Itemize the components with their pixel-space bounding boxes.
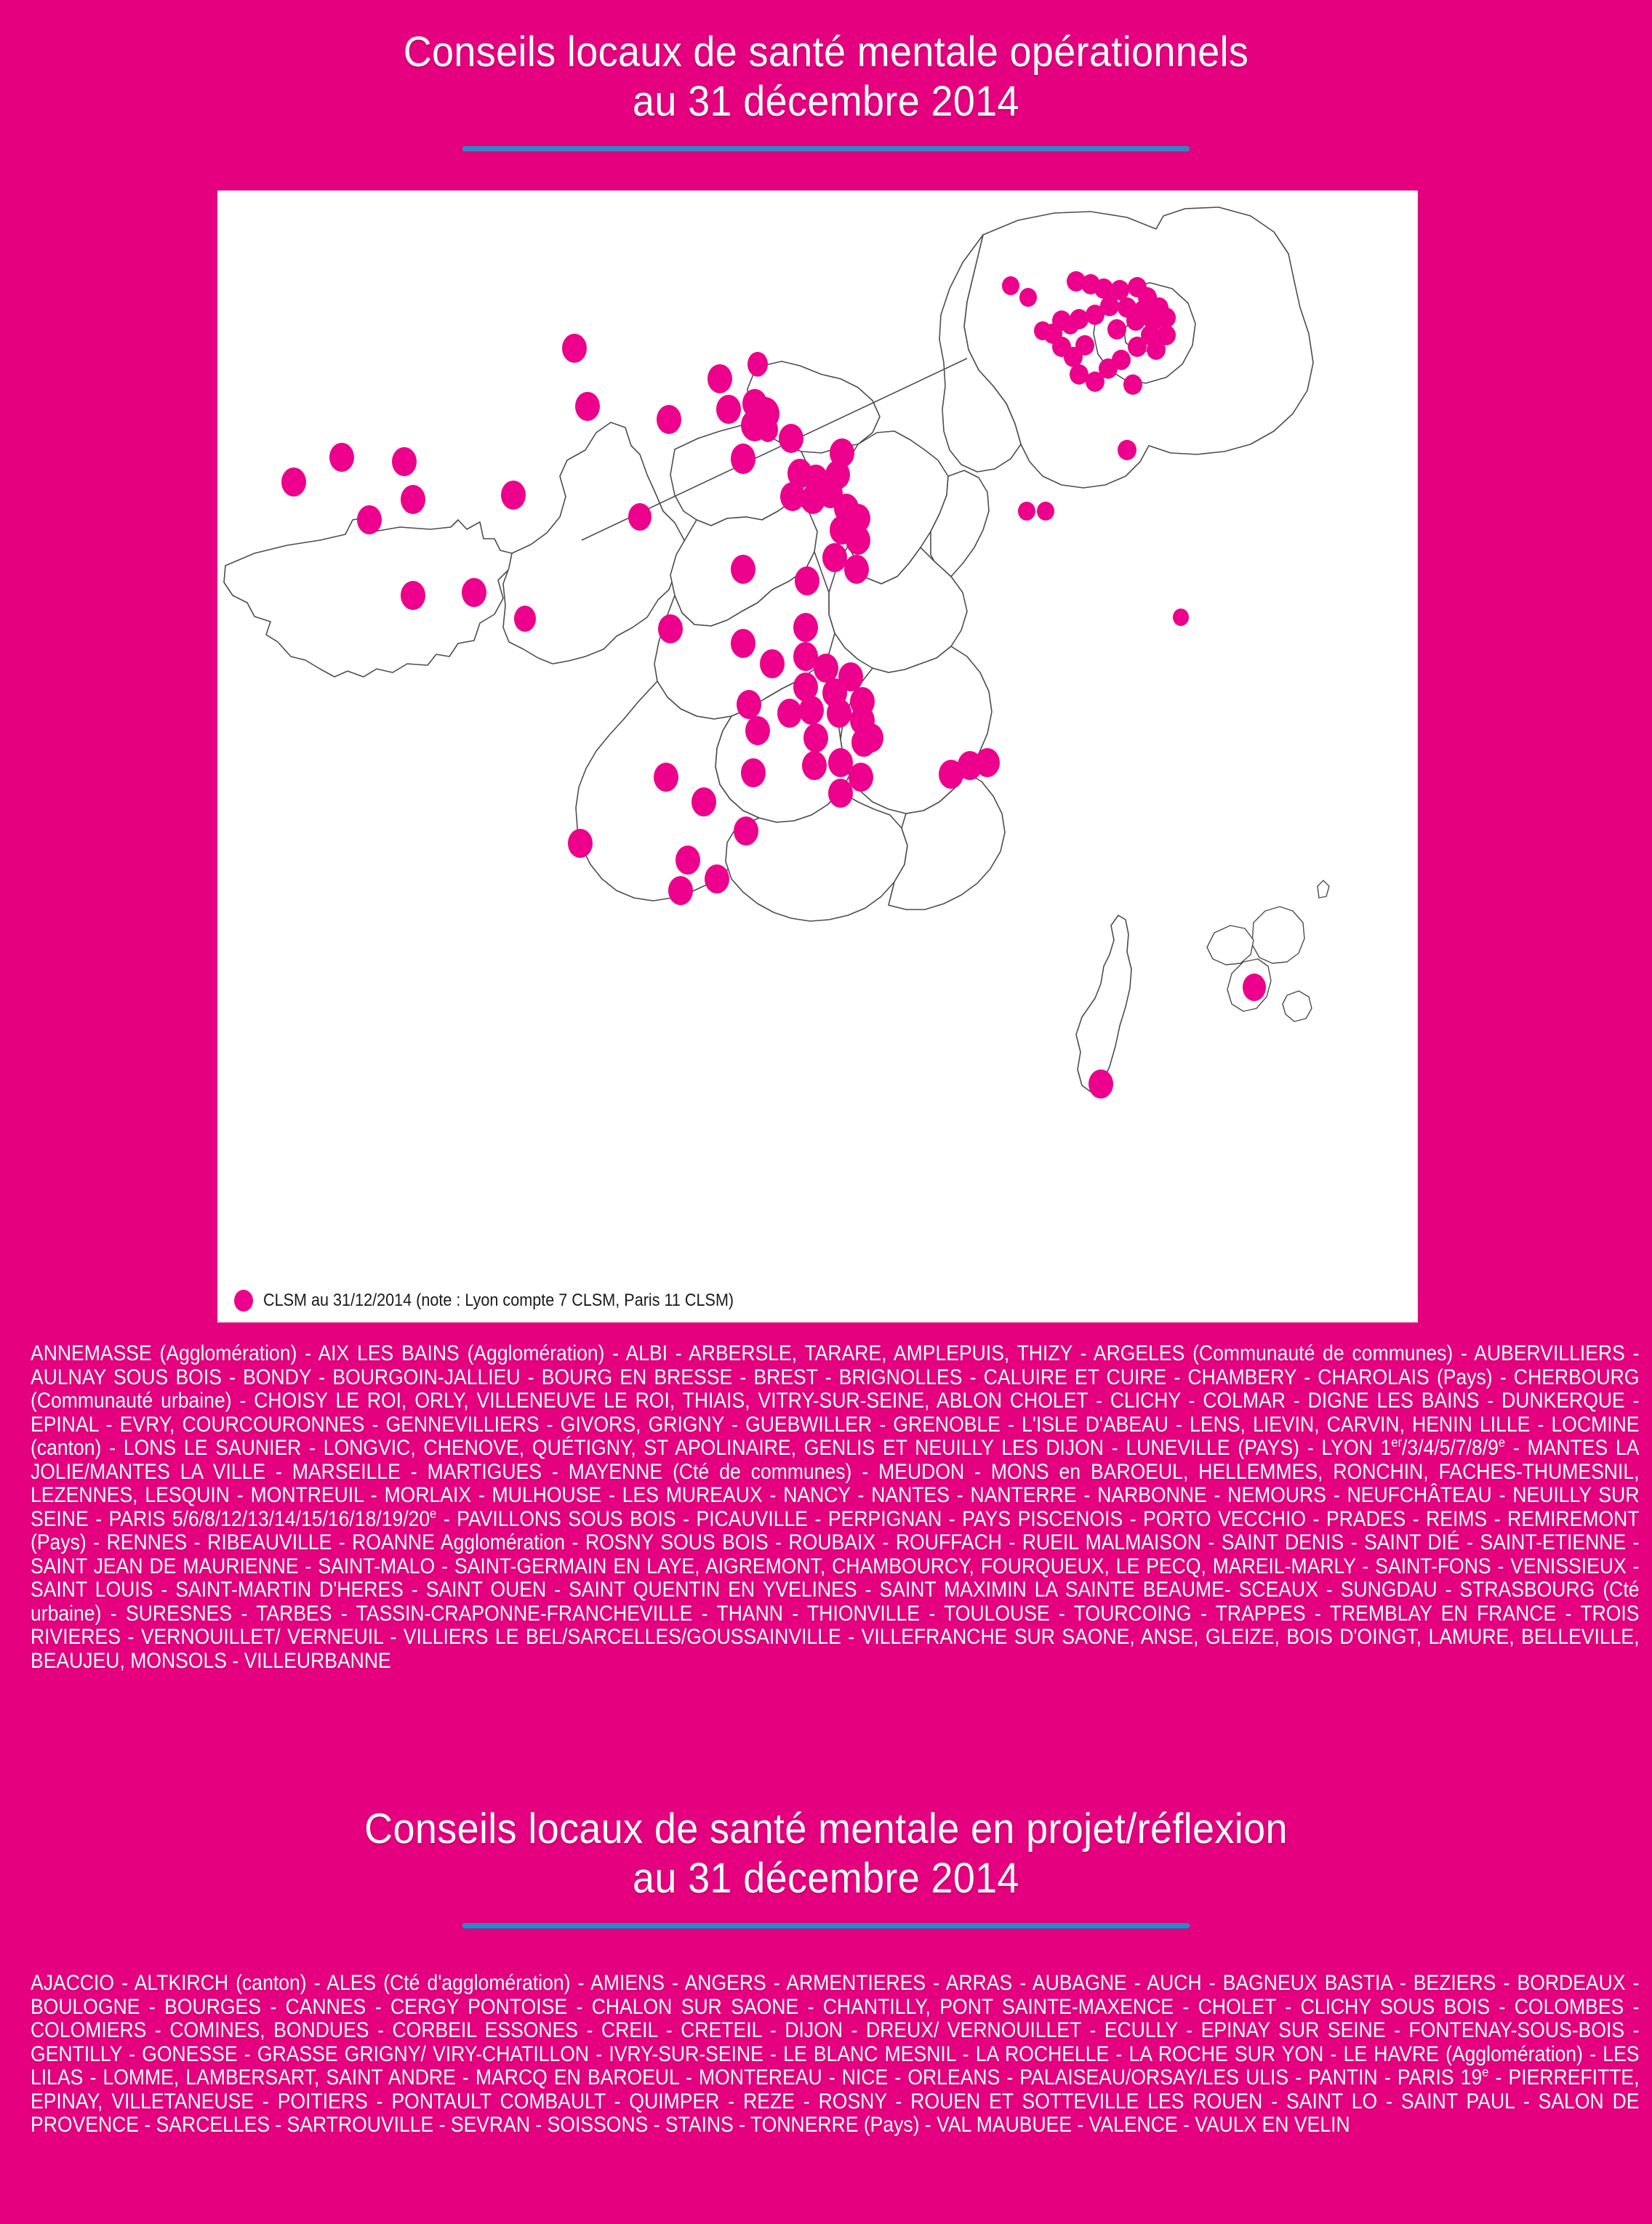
page-title-project-line1: Conseils locaux de santé mentale en projet/réflexion bbox=[364, 1805, 1288, 1852]
page-title-operational-line1: Conseils locaux de santé mentale opérationnels bbox=[403, 28, 1249, 76]
france-map-panel bbox=[218, 191, 1417, 1322]
map-legend bbox=[234, 1290, 786, 1312]
project-clsm-city-list: AJACCIO - ALTKIRCH (canton) - ALES (Cté d'agglomération) - AMIENS - ANGERS - ARMENTIERES - ARRAS - AUBAGNE - AUCH - BAGNEUX BASTIA - BEZIERS - BORDEAUX - BOULOGNE - BOURGES - CANNES - CERGY PONTOISE - CHALON SUR SAONE - CHANTILLY, PONT SAINTE-MAXENCE - CHOLET - CLICHY SOUS BOIS - COLOMBES - COLOMIERS - COMINES, BONDUES - CORBEIL ESSONES - CREIL - CRETEIL - DIJON - DREUX/ VERNOUILLET - ECULLY - EPINAY SUR SEINE - FONTENAY-SOUS-BOIS - GENTILLY - GONESSE - GRASSE GRIGNY/ VIRY-CHATILLON - IVRY-SUR-SEINE - LE BLANC MESNIL - LA ROCHELLE - LA ROCHE SUR YON - LE HAVRE (Agglomération) - LES LILAS - LOMME, LAMBERSART, SAINT ANDRE - MARCQ EN BAROEUL - MONTEREAU - NICE - ORLEANS - PALAISEAU/ORSAY/LES ULIS - PANTIN - PARIS 19e - PIERREFITTE, EPINAY, VILLETANEUSE - POITIERS - PONTAULT COMBAULT - QUIMPER - REZE - ROSNY - ROUEN ET SOTTEVILLE LES ROUEN - SAINT LO - SAINT PAUL - SALON DE PROVENCE - SARCELLES - SARTROUVILLE - SEVRAN - SOISSONS - STAINS - TONNERRE (Pays) - VAL MAUBUEE - VALENCE - VAULX EN VELIN bbox=[31, 1971, 1640, 2137]
clsm-marker-icon bbox=[234, 1290, 253, 1312]
title-divider-rule bbox=[462, 146, 1190, 151]
title-divider-rule-2 bbox=[462, 1923, 1190, 1928]
map-region-outlines bbox=[224, 361, 1131, 1093]
page-title-project bbox=[0, 1805, 1652, 1928]
france-map-svg bbox=[218, 191, 1417, 1322]
operational-clsm-city-list: ANNEMASSE (Agglomération) - AIX LES BAINS (Agglomération) - ALBI - ARBERSLE, TARARE, AMPLEPUIS, THIZY - ARGELES (Communauté de communes) - AUBERVILLIERS - AULNAY SOUS BOIS - BONDY - BOURGOIN-JALLIEU - BOURG EN BRESSE - BREST - BRIGNOLLES - CALUIRE ET CUIRE - CHAMBERY - CHAROLAIS (Pays) - CHERBOURG (Communauté urbaine) - CHOISY LE ROI, ORLY, VILLENEUVE LE ROI, THIAIS, VITRY-SUR-SEINE, ABLON CHOLET - CLICHY - COLMAR - DIGNE LES BAINS - DUNKERQUE - EPINAL - EVRY, COURCOURONNES - GENNEVILLIERS - GIVORS, GRIGNY - GUEBWILLER - GRENOBLE - L'ISLE D'ABEAU - LENS, LIEVIN, CARVIN, HENIN LILLE - LOCMINE (canton) - LONS LE SAUNIER - LONGVIC, CHENOVE, QUÉTIGNY, ST APOLINAIRE, GENLIS ET NEUILLY LES DIJON - LUNEVILLE (PAYS) - LYON 1er/3/4/5/7/8/9e - MANTES LA JOLIE/MANTES LA VILLE - MARSEILLE - MARTIGUES - MAYENNE (Cté de communes) - MEUDON - MONS en BAROEUL, HELLEMMES, RONCHIN, FACHES-THUMESNIL, LEZENNES, LESQUIN - MONTREUIL - MORLAIX - MULHOUSE - LES MUREAUX - NANCY - NANTES - NANTERRE - NARBONNE - NEMOURS - NEUFCHÂTEAU - NEUILLY SUR SEINE - PARIS 5/6/8/12/13/14/15/16/18/19/20e - PAVILLONS SOUS BOIS - PICAUVILLE - PERPIGNAN - PAYS PISCENOIS - PORTO VECCHIO - PRADES - REIMS - REMIREMONT (Pays) - RENNES - RIBEAUVILLE - ROANNE Agglomération - ROSNY SOUS BOIS - ROUBAIX - ROUFFACH - RUEIL MALMAISON - SAINT DENIS - SAINT DIÉ - SAINT-ETIENNE - SAINT JEAN DE MAURIENNE - SAINT-MALO - SAINT-GERMAIN EN LAYE, AIGREMONT, CHAMBOURCY, FOURQUEUX, LE PECQ, MAREIL-MARLY - SAINT-FONS - VENISSIEUX - SAINT LOUIS - SAINT-MARTIN D'HERES - SAINT OUEN - SAINT QUENTIN EN YVELINES - SAINT MAXIMIN LA SAINTE BEAUME- SCEAUX - SUNGDAU - STRASBOURG (Cté urbaine) - SURESNES - TARBES - TASSIN-CRAPONNE-FRANCHEVILLE - THANN - THIONVILLE - TOULOUSE - TOURCOING - TRAPPES - TREMBLAY EN FRANCE - TROIS RIVIERES - VERNOUILLET/ VERNEUIL - VILLIERS LE BEL/SARCELLES/GOUSSAINVILLE - VILLEFRANCHE SUR SAONE, ANSE, GLEIZE, BOIS D'OINGT, LAMURE, BELLEVILLE, BEAUJEU, MONSOLS - VILLEURBANNE bbox=[31, 1341, 1640, 1673]
map-legend-label: CLSM au 31/12/2014 (note : Lyon compte 7 CLSM, Paris 11 CLSM) bbox=[263, 1290, 734, 1310]
page-title-operational-line2: au 31 décembre 2014 bbox=[633, 78, 1019, 126]
page-title-operational bbox=[0, 0, 1652, 151]
antilles-inset-outlines bbox=[1207, 880, 1329, 1021]
page-title-project-line2: au 31 décembre 2014 bbox=[633, 1855, 1019, 1903]
